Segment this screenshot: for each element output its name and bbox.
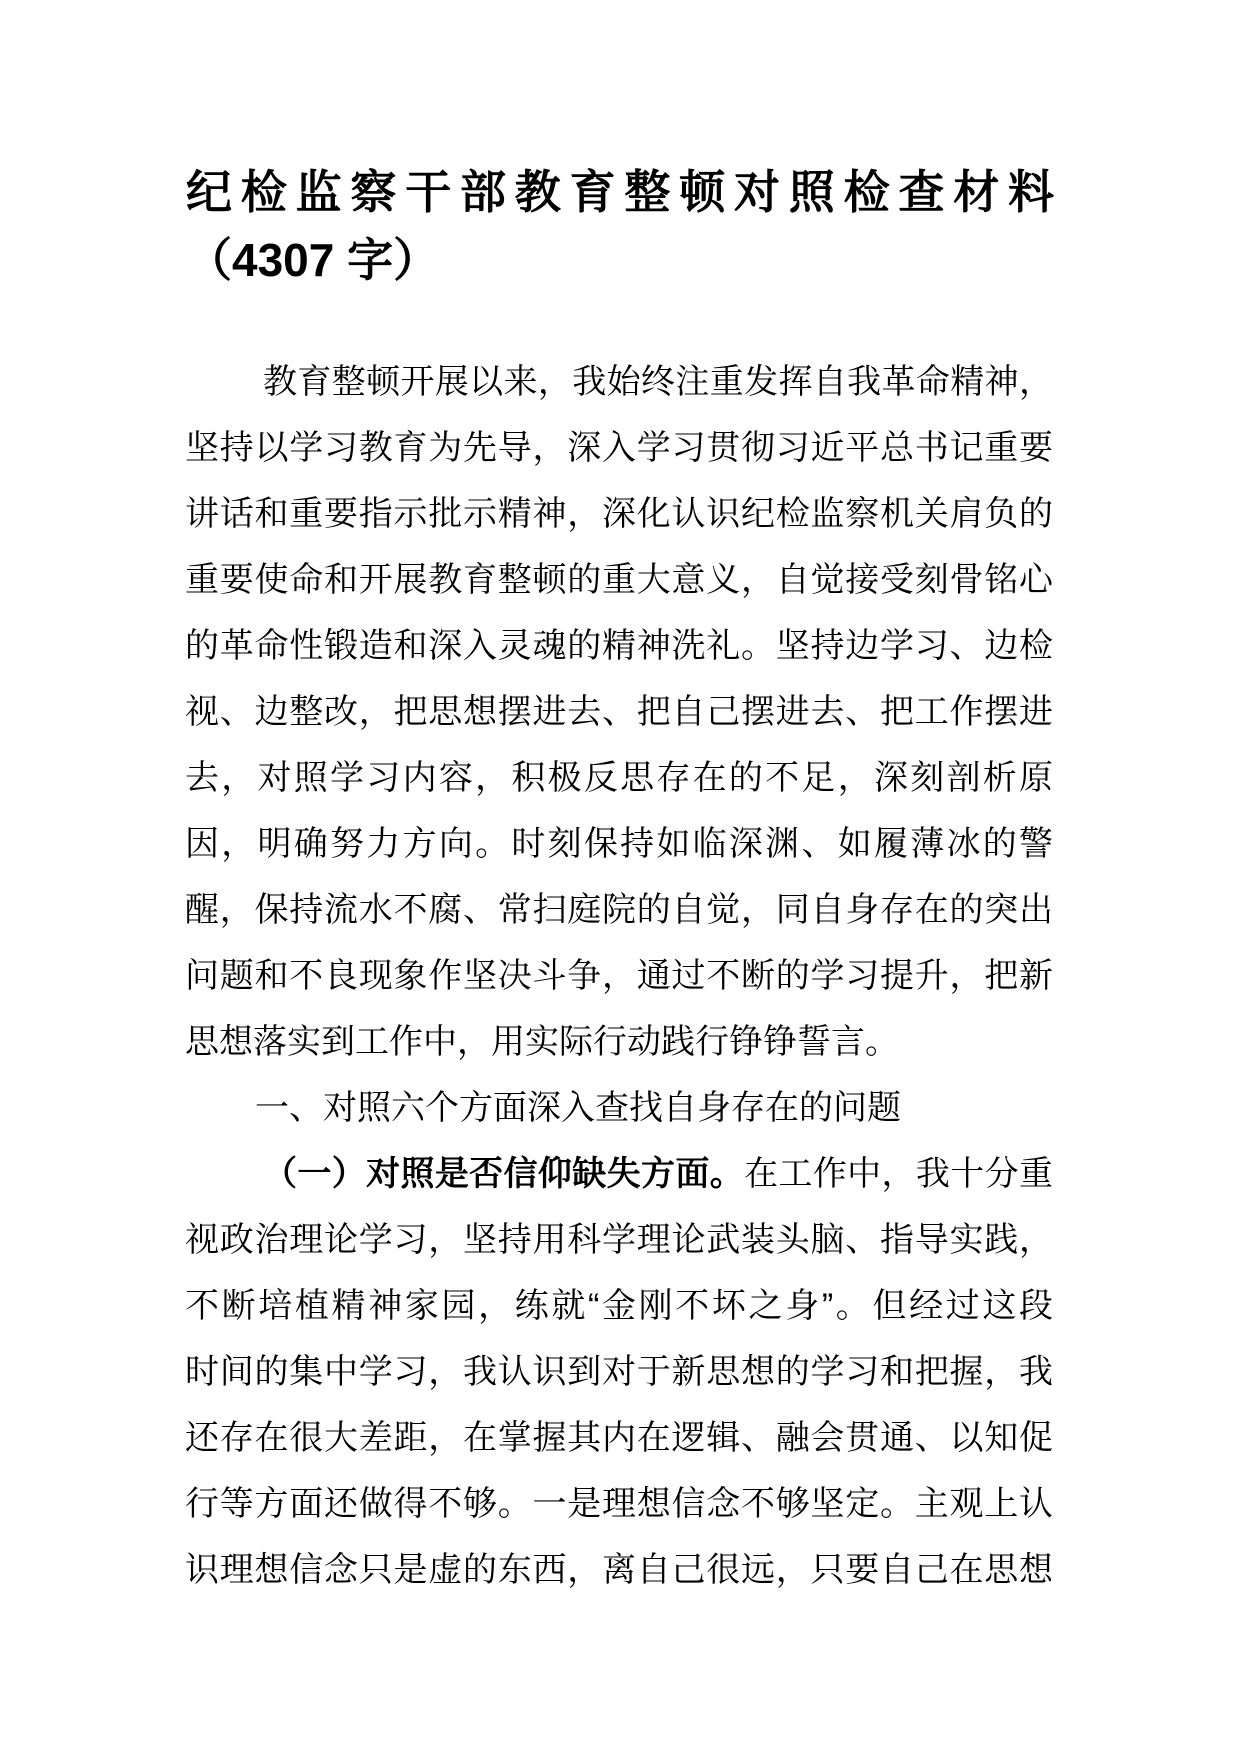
subsection-lead-rest: 在工作中，我十分重 [744, 1155, 1054, 1193]
document-title [186, 158, 1054, 294]
paragraph1-line: 问题和不良现象作坚决斗争，通过不断的学习提升，把新 [185, 957, 1053, 995]
paragraph1-line: 视、边整改，把思想摆进去、把自己摆进去、把工作摆进 [185, 693, 1053, 731]
paragraph1-line: 思想落实到工作中，用实际行动践行铮铮誓言。 [185, 1023, 899, 1061]
document-body [185, 349, 1053, 1603]
paragraph1-line: 坚持以学习教育为先导，深入学习贯彻习近平总书记重要 [185, 429, 1053, 467]
paragraph1-line: 醒，保持流水不腐、常扫庭院的自觉，同自身存在的突出 [185, 891, 1053, 929]
paragraph2-line: 时间的集中学习，我认识到对于新思想的学习和把握，我 [185, 1353, 1053, 1391]
paragraph1-line: 教育整顿开展以来，我始终注重发挥自我革命精神， [263, 363, 1053, 401]
paragraph2-line: 不断培植精神家园，练就“金刚不坏之身”。但经过这段 [185, 1287, 1053, 1325]
paragraph2-line: 视政治理论学习，坚持用科学理论武装头脑、指导实践， [185, 1221, 1053, 1259]
section-heading: 一、对照六个方面深入查找自身存在的问题 [255, 1089, 901, 1127]
paragraph1-line: 讲话和重要指示批示精神，深化认识纪检监察机关肩负的 [185, 495, 1053, 533]
paragraph1-line: 因，明确努力方向。时刻保持如临深渊、如履薄冰的警 [185, 825, 1053, 863]
paragraph2-line [185, 1141, 1053, 1207]
paragraph2-line: 还存在很大差距，在掌握其内在逻辑、融会贯通、以知促 [185, 1419, 1053, 1457]
paragraph1-line: 重要使命和开展教育整顿的重大意义，自觉接受刻骨铭心 [185, 561, 1053, 599]
paragraph1-line: 的革命性锻造和深入灵魂的精神洗礼。坚持边学习、边检 [185, 627, 1053, 665]
paragraph2-line: 识理想信念只是虚的东西，离自己很远，只要自己在思想 [185, 1551, 1053, 1589]
paragraph2-line: 行等方面还做得不够。一是理想信念不够坚定。主观上认 [185, 1485, 1053, 1523]
title-line-1: 纪检监察干部教育整顿对照检查材料 [186, 166, 1054, 218]
paragraph1-line: 去，对照学习内容，积极反思存在的不足，深刻剖析原 [185, 759, 1053, 797]
subsection-lead-bold: （一）对照是否信仰缺失方面。 [263, 1155, 745, 1193]
title-line-2: （4307 字） [186, 234, 440, 286]
